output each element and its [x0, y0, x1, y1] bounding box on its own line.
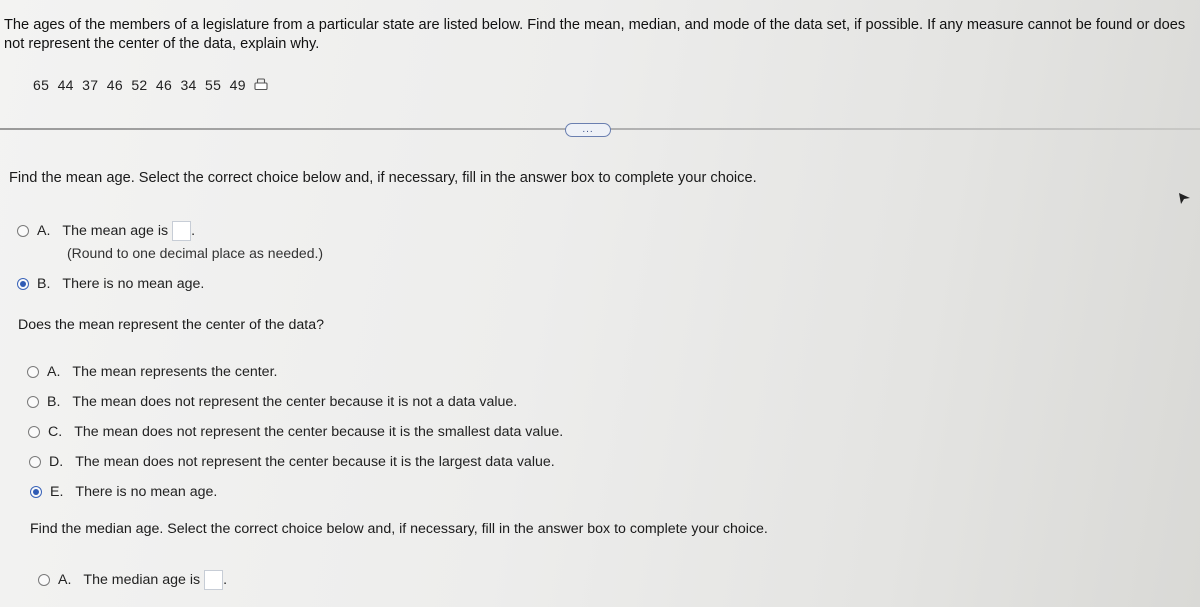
data-value: 49 — [229, 77, 246, 93]
choice-letter: A. — [58, 572, 72, 588]
choice-text: The mean does not represent the center because it is the smallest data value. — [74, 424, 564, 440]
data-value: 34 — [180, 77, 197, 93]
radio-button[interactable] — [29, 456, 41, 468]
choice-letter: A. — [47, 364, 61, 380]
radio-button[interactable] — [27, 366, 39, 378]
radio-button-selected[interactable] — [17, 278, 29, 290]
radio-button-selected[interactable] — [30, 486, 42, 498]
choice-letter: B. — [37, 276, 51, 292]
data-value: 55 — [205, 77, 222, 93]
mean-choice-b[interactable] — [17, 276, 204, 292]
center-choice-d[interactable] — [29, 454, 555, 470]
data-value: 37 — [82, 77, 99, 93]
choice-suffix: . — [191, 223, 196, 239]
radio-button[interactable] — [38, 574, 50, 586]
center-choice-c[interactable] — [28, 424, 563, 440]
choice-letter: B. — [47, 394, 61, 410]
choice-letter: C. — [48, 424, 63, 440]
data-value: 44 — [57, 77, 74, 93]
choice-text: The median age is — [83, 572, 201, 588]
mean-answer-box[interactable] — [172, 221, 191, 241]
mouse-pointer-icon — [1178, 190, 1192, 206]
expand-more-button[interactable]: ... — [565, 123, 611, 137]
rounding-note: (Round to one decimal place as needed.) — [67, 245, 324, 261]
data-value: 65 — [33, 77, 50, 93]
copy-data-icon[interactable] — [254, 78, 268, 92]
median-choice-a[interactable] — [38, 570, 227, 590]
choice-text: The mean does not represent the center because it is the largest data value. — [75, 454, 555, 470]
choice-letter: D. — [49, 454, 64, 470]
data-value: 46 — [155, 77, 173, 93]
choice-letter: E. — [50, 484, 64, 500]
choice-text: The mean represents the center. — [72, 364, 278, 380]
median-question-prompt: Find the median age. Select the correct choice below and, if necessary, fill in the answer box to complete your choice. — [30, 521, 768, 537]
choice-text: The mean does not represent the center because it is not a data value. — [72, 394, 518, 410]
choice-text: There is no mean age. — [75, 484, 218, 500]
mean-question-prompt: Find the mean age. Select the correct choice below and, if necessary, fill in the answer box to complete your choice. — [9, 170, 757, 186]
center-question-prompt: Does the mean represent the center of the data? — [18, 317, 325, 333]
radio-button[interactable] — [28, 426, 40, 438]
radio-button[interactable] — [17, 225, 29, 237]
data-value: 52 — [131, 77, 148, 93]
center-choice-e[interactable] — [30, 484, 217, 500]
choice-text: There is no mean age. — [62, 276, 205, 292]
mean-choice-a[interactable] — [17, 221, 195, 241]
median-answer-box[interactable] — [204, 570, 223, 590]
radio-button[interactable] — [27, 396, 39, 408]
center-choice-a[interactable] — [27, 364, 277, 380]
choice-suffix: . — [223, 572, 228, 588]
data-value: 46 — [106, 77, 123, 93]
center-choice-b[interactable] — [27, 394, 517, 410]
choice-letter: A. — [37, 223, 51, 239]
choice-text: The mean age is — [62, 223, 169, 239]
data-set — [33, 77, 268, 93]
problem-statement: The ages of the members of a legislature from a particular state are listed below. Find the mean, median, and mode of the data set, if possible. If any measure cannot be found or does not represent the center of the data, explain why. — [4, 17, 1186, 52]
